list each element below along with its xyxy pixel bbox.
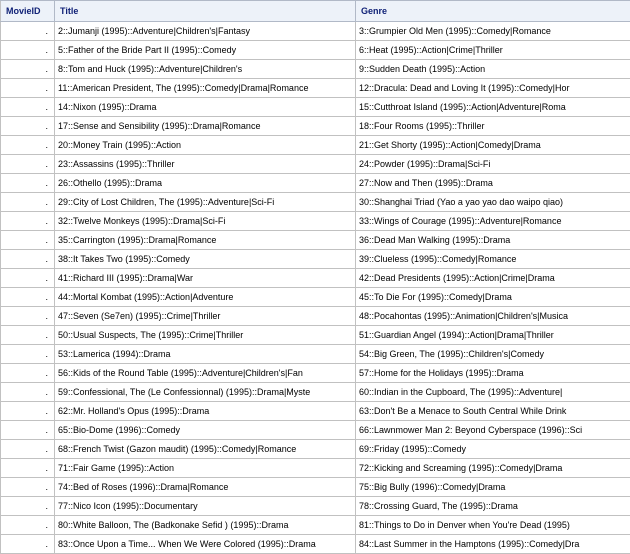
cell-movieid[interactable]: . xyxy=(1,79,55,98)
cell-title[interactable]: 62::Mr. Holland's Opus (1995)::Drama xyxy=(55,402,356,421)
cell-movieid[interactable]: . xyxy=(1,535,55,554)
table-row[interactable] xyxy=(1,383,630,402)
cell-title[interactable]: 56::Kids of the Round Table (1995)::Adventure|Children's|Fan xyxy=(55,364,356,383)
cell-movieid[interactable]: . xyxy=(1,193,55,212)
cell-genre[interactable]: 66::Lawnmower Man 2: Beyond Cyberspace (1996)::Sci xyxy=(356,421,630,440)
cell-movieid[interactable]: . xyxy=(1,174,55,193)
cell-title[interactable]: 23::Assassins (1995)::Thriller xyxy=(55,155,356,174)
cell-title[interactable]: 83::Once Upon a Time... When We Were Colored (1995)::Drama xyxy=(55,535,356,554)
table-row[interactable] xyxy=(1,516,630,535)
column-header-title[interactable]: Title xyxy=(55,1,356,22)
table-row[interactable] xyxy=(1,98,630,117)
cell-genre[interactable]: 75::Big Bully (1996)::Comedy|Drama xyxy=(356,478,630,497)
cell-movieid[interactable]: . xyxy=(1,497,55,516)
cell-genre[interactable]: 51::Guardian Angel (1994)::Action|Drama|Thriller xyxy=(356,326,630,345)
cell-title[interactable]: 50::Usual Suspects, The (1995)::Crime|Thriller xyxy=(55,326,356,345)
table-row[interactable] xyxy=(1,174,630,193)
cell-genre[interactable]: 57::Home for the Holidays (1995)::Drama xyxy=(356,364,630,383)
cell-movieid[interactable]: . xyxy=(1,98,55,117)
cell-title[interactable]: 32::Twelve Monkeys (1995)::Drama|Sci-Fi xyxy=(55,212,356,231)
cell-title[interactable]: 77::Nico Icon (1995)::Documentary xyxy=(55,497,356,516)
cell-title[interactable]: 80::White Balloon, The (Badkonake Sefid ) (1995)::Drama xyxy=(55,516,356,535)
table-row[interactable] xyxy=(1,478,630,497)
cell-genre[interactable]: 36::Dead Man Walking (1995)::Drama xyxy=(356,231,630,250)
cell-title[interactable]: 35::Carrington (1995)::Drama|Romance xyxy=(55,231,356,250)
cell-movieid[interactable]: . xyxy=(1,60,55,79)
cell-title[interactable]: 38::It Takes Two (1995)::Comedy xyxy=(55,250,356,269)
table-row[interactable] xyxy=(1,307,630,326)
cell-movieid[interactable]: . xyxy=(1,41,55,60)
table-row[interactable] xyxy=(1,136,630,155)
cell-movieid[interactable]: . xyxy=(1,402,55,421)
cell-movieid[interactable]: . xyxy=(1,478,55,497)
cell-title[interactable]: 53::Lamerica (1994)::Drama xyxy=(55,345,356,364)
cell-genre[interactable]: 63::Don't Be a Menace to South Central While Drink xyxy=(356,402,630,421)
cell-genre[interactable]: 48::Pocahontas (1995)::Animation|Children's|Musica xyxy=(356,307,630,326)
table-row[interactable] xyxy=(1,250,630,269)
cell-genre[interactable]: 72::Kicking and Screaming (1995)::Comedy|Drama xyxy=(356,459,630,478)
cell-title[interactable]: 26::Othello (1995)::Drama xyxy=(55,174,356,193)
table-row[interactable] xyxy=(1,345,630,364)
cell-title[interactable]: 44::Mortal Kombat (1995)::Action|Adventure xyxy=(55,288,356,307)
table-row[interactable] xyxy=(1,41,630,60)
table-row[interactable] xyxy=(1,421,630,440)
cell-genre[interactable]: 33::Wings of Courage (1995)::Adventure|Romance xyxy=(356,212,630,231)
cell-movieid[interactable]: . xyxy=(1,516,55,535)
table-row[interactable] xyxy=(1,60,630,79)
column-header-movieid[interactable]: MovieID xyxy=(1,1,55,22)
cell-genre[interactable]: 39::Clueless (1995)::Comedy|Romance xyxy=(356,250,630,269)
table-row[interactable] xyxy=(1,117,630,136)
table-row[interactable] xyxy=(1,459,630,478)
cell-genre[interactable]: 81::Things to Do in Denver when You're Dead (1995) xyxy=(356,516,630,535)
table-row[interactable] xyxy=(1,79,630,98)
cell-movieid[interactable]: . xyxy=(1,288,55,307)
cell-movieid[interactable]: . xyxy=(1,155,55,174)
table-row[interactable] xyxy=(1,535,630,554)
cell-title[interactable]: 8::Tom and Huck (1995)::Adventure|Children's xyxy=(55,60,356,79)
cell-movieid[interactable]: . xyxy=(1,459,55,478)
cell-movieid[interactable]: . xyxy=(1,212,55,231)
cell-genre[interactable]: 45::To Die For (1995)::Comedy|Drama xyxy=(356,288,630,307)
table-row[interactable] xyxy=(1,288,630,307)
cell-title[interactable]: 11::American President, The (1995)::Comedy|Drama|Romance xyxy=(55,79,356,98)
cell-movieid[interactable]: . xyxy=(1,326,55,345)
grid-body xyxy=(1,22,630,554)
cell-genre[interactable]: 69::Friday (1995)::Comedy xyxy=(356,440,630,459)
table-row[interactable] xyxy=(1,440,630,459)
cell-genre[interactable]: 60::Indian in the Cupboard, The (1995)::Adventure| xyxy=(356,383,630,402)
cell-genre[interactable]: 30::Shanghai Triad (Yao a yao yao dao waipo qiao) xyxy=(356,193,630,212)
cell-title[interactable]: 14::Nixon (1995)::Drama xyxy=(55,98,356,117)
cell-title[interactable]: 20::Money Train (1995)::Action xyxy=(55,136,356,155)
cell-title[interactable]: 2::Jumanji (1995)::Adventure|Children's|Fantasy xyxy=(55,22,356,41)
cell-genre[interactable]: 54::Big Green, The (1995)::Children's|Comedy xyxy=(356,345,630,364)
cell-movieid[interactable]: . xyxy=(1,307,55,326)
cell-genre[interactable]: 84::Last Summer in the Hamptons (1995)::Comedy|Dra xyxy=(356,535,630,554)
cell-movieid[interactable]: . xyxy=(1,250,55,269)
cell-genre[interactable]: 78::Crossing Guard, The (1995)::Drama xyxy=(356,497,630,516)
cell-title[interactable]: 5::Father of the Bride Part II (1995)::Comedy xyxy=(55,41,356,60)
table-row[interactable] xyxy=(1,155,630,174)
table-row[interactable] xyxy=(1,364,630,383)
cell-movieid[interactable]: . xyxy=(1,117,55,136)
cell-genre[interactable]: 27::Now and Then (1995)::Drama xyxy=(356,174,630,193)
table-row[interactable] xyxy=(1,402,630,421)
table-row[interactable] xyxy=(1,497,630,516)
cell-genre[interactable]: 18::Four Rooms (1995)::Thriller xyxy=(356,117,630,136)
cell-movieid[interactable]: . xyxy=(1,383,55,402)
cell-genre[interactable]: 42::Dead Presidents (1995)::Action|Crime|Drama xyxy=(356,269,630,288)
cell-movieid[interactable]: . xyxy=(1,22,55,41)
cell-movieid[interactable]: . xyxy=(1,136,55,155)
cell-movieid[interactable]: . xyxy=(1,345,55,364)
cell-movieid[interactable]: . xyxy=(1,364,55,383)
cell-title[interactable]: 59::Confessional, The (Le Confessionnal) (1995)::Drama|Myste xyxy=(55,383,356,402)
cell-genre[interactable]: 15::Cutthroat Island (1995)::Action|Adventure|Roma xyxy=(356,98,630,117)
cell-title[interactable]: 17::Sense and Sensibility (1995)::Drama|Romance xyxy=(55,117,356,136)
cell-title[interactable]: 68::French Twist (Gazon maudit) (1995)::Comedy|Romance xyxy=(55,440,356,459)
cell-movieid[interactable]: . xyxy=(1,231,55,250)
table-row[interactable] xyxy=(1,269,630,288)
table-row[interactable] xyxy=(1,326,630,345)
table-row[interactable] xyxy=(1,212,630,231)
table-row[interactable] xyxy=(1,22,630,41)
cell-movieid[interactable]: . xyxy=(1,421,55,440)
cell-genre[interactable]: 9::Sudden Death (1995)::Action xyxy=(356,60,630,79)
cell-movieid[interactable]: . xyxy=(1,440,55,459)
cell-genre[interactable]: 24::Powder (1995)::Drama|Sci-Fi xyxy=(356,155,630,174)
cell-title[interactable]: 29::City of Lost Children, The (1995)::Adventure|Sci-Fi xyxy=(55,193,356,212)
column-header-genre[interactable]: Genre xyxy=(356,1,630,22)
cell-genre[interactable]: 6::Heat (1995)::Action|Crime|Thriller xyxy=(356,41,630,60)
header-row xyxy=(1,1,630,22)
cell-genre[interactable]: 21::Get Shorty (1995)::Action|Comedy|Drama xyxy=(356,136,630,155)
cell-genre[interactable]: 12::Dracula: Dead and Loving It (1995)::Comedy|Hor xyxy=(356,79,630,98)
grid-header xyxy=(1,1,630,22)
cell-title[interactable]: 65::Bio-Dome (1996)::Comedy xyxy=(55,421,356,440)
cell-title[interactable]: 74::Bed of Roses (1996)::Drama|Romance xyxy=(55,478,356,497)
table-row[interactable] xyxy=(1,231,630,250)
table-row[interactable] xyxy=(1,193,630,212)
cell-title[interactable]: 47::Seven (Se7en) (1995)::Crime|Thriller xyxy=(55,307,356,326)
cell-title[interactable]: 71::Fair Game (1995)::Action xyxy=(55,459,356,478)
cell-movieid[interactable]: . xyxy=(1,269,55,288)
cell-genre[interactable]: 3::Grumpier Old Men (1995)::Comedy|Romance xyxy=(356,22,630,41)
cell-title[interactable]: 41::Richard III (1995)::Drama|War xyxy=(55,269,356,288)
